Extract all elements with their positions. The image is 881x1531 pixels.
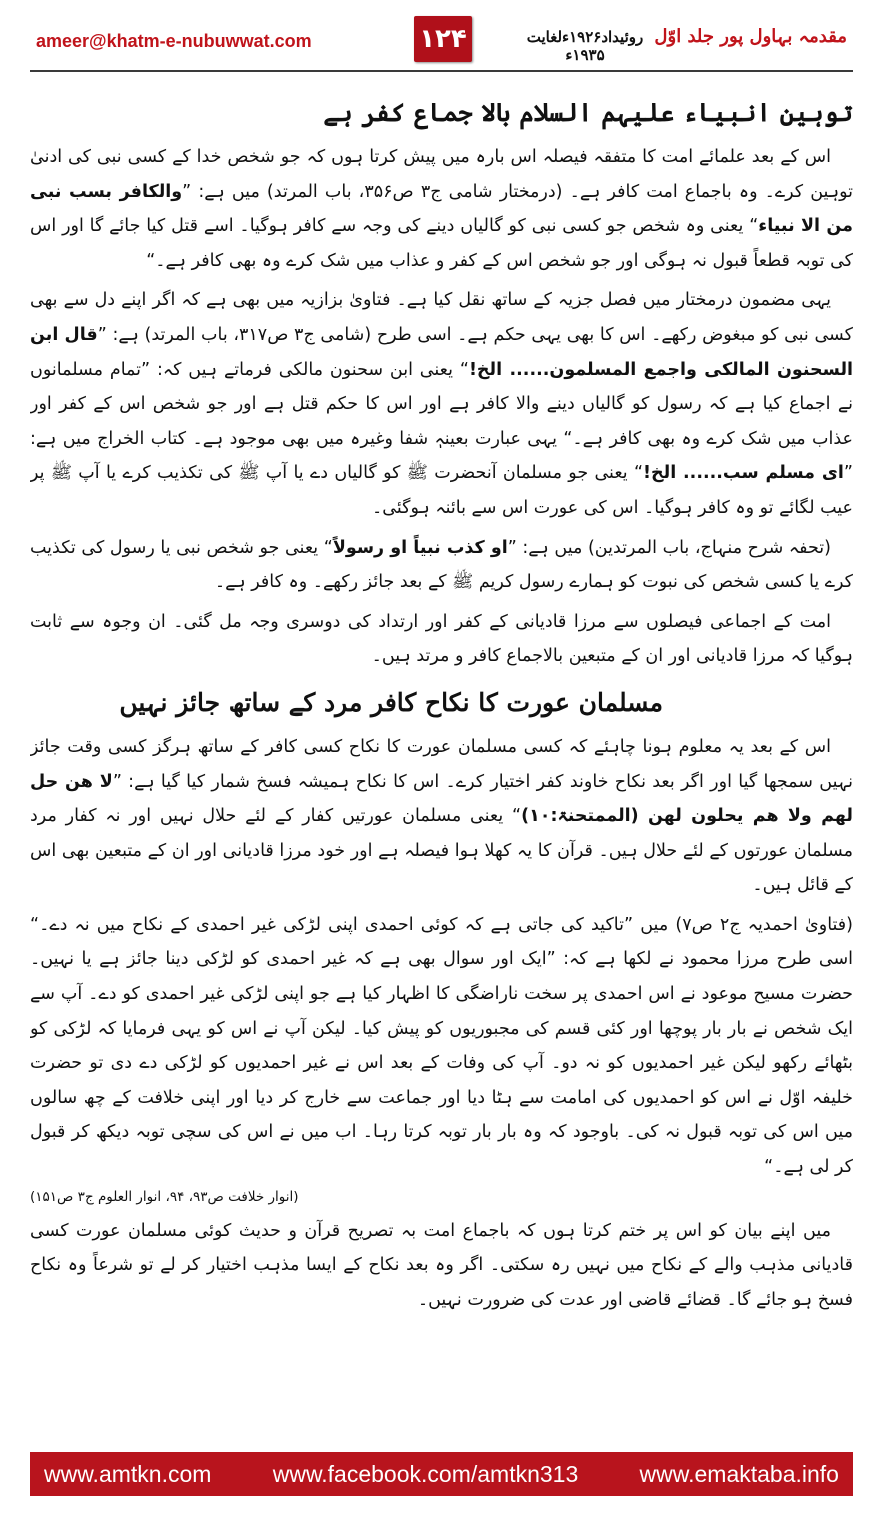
paragraph-text: یہی مضمون درمختار میں فصل جزیہ کے ساتھ نقل کیا ہے۔ فتاویٰ بزازیہ میں بھی ہے کہ اگر اپنے دل سے بھی کسی نبی کو مبغوض رکھے۔ اس کا بھی یہی حکم ہے۔ اسی طرح (شامی ج۳ ص۳۱۷، باب المرتد) ہے: ” bbox=[30, 290, 853, 345]
paragraph-text: اس کے بعد علمائے امت کا متفقہ فیصلہ اس بارہ میں پیش کرتا ہوں کہ جو شخص خدا کے کسی نبی کی ادنیٰ توہین کرے۔ وہ باجماع امت کافر ہے۔ (درمختار شامی ج۳ ص۳۵۶، باب المرتد) میں ہے: ” bbox=[30, 147, 853, 202]
paragraph bbox=[30, 531, 853, 600]
paragraph: امت کے اجماعی فیصلوں سے مرزا قادیانی کے کفر اور ارتداد کی دوسری وجہ مل گئی۔ ان وجوہ سے ثابت ہوگیا کہ مرزا قادیانی اور ان کے متبعین بالاجماع کافر و مرتد ہیں۔ bbox=[30, 611, 853, 667]
footer-link-emaktaba[interactable]: www.emaktaba.info bbox=[639, 1460, 839, 1487]
arabic-quote: والکافر بسب نبی من الا نبیاء bbox=[30, 181, 853, 237]
header-email-link[interactable]: ameer@khatm-e-nubuwwat.com bbox=[36, 31, 312, 51]
paragraph-text: (تحفہ شرح منہاج، باب المرتدین) میں ہے: ” bbox=[507, 537, 831, 558]
paragraph-text: “ یعنی مسلمان عورتیں کفار کے لئے حلال نہیں اور نہ کفار مرد مسلمان عورتوں کے لئے حلال ہیں۔ قرآن کا یہ کھلا ہوا فیصلہ ہے اور خود مرزا قادیانی اور ان کے متبعین بھی اس کے قائل ہیں۔ bbox=[30, 806, 853, 896]
header-book-title: مقدمہ بہاول پور جلد اوّل bbox=[654, 26, 847, 47]
paragraph: میں اپنے بیان کو اس پر ختم کرتا ہوں کہ باجماع امت بہ تصریح قرآن و حدیث کوئی مسلمان عورت کسی قادیانی مذہب والے کے نکاح میں نہیں رہ سکتی۔ اگر وہ بعد نکاح کے ایسا مذہب اختیار کر لے تو شرعاً وہ نکاح فسخ ہو جائے گا۔ قضائے قاضی اور عدت کی ضرورت نہیں۔ bbox=[30, 1220, 853, 1310]
footer-link-amtkn[interactable]: www.amtkn.com bbox=[44, 1460, 212, 1487]
section-heading-marriage: مسلمان عورت کا نکاح کافر مرد کے ساتھ جائز نہیں bbox=[119, 687, 663, 717]
paragraph bbox=[30, 730, 853, 903]
paragraph: (فتاویٰ احمدیہ ج۲ ص۷) میں ”تاکید کی جاتی ہے کہ کوئی احمدی اپنی لڑکی غیر احمدی کے نکاح میں نہ دے۔“ اسی طرح مرزا محمود نے لکھا ہے کہ: ”ایک اور سوال بھی ہے کہ غیر احمدی کو لڑکی دینا جائز ہے یا نہیں۔ حضرت مسیح موعود نے اس احمدی پر سخت ناراضگی کا اظہار کیا ہے جو اپنی لڑکی غیر احمدی کو دے۔ آپ سے ایک شخص نے بار بار پوچھا اور کئی قسم کی مجبوریوں کو پیش کیا۔ لیکن آپ نے اس کو یہی فرمایا کہ لڑکی کو بٹھائے رکھو لیکن غیر احمدیوں کو نہ دو۔ آپ کی وفات کے بعد اس نے غیر احمدیوں کو لڑکی دے دی تو حضرت خلیفہ اوّل نے اس کو احمدیوں کی امامت سے ہٹا دیا اور جماعت سے خارج کر دیا اور اپنی خلافت کے چھ سالوں میں اس کی توبہ قبول نہ کی۔ باوجود کہ وہ بار بار توبہ کرتا رہا۔ اب میں نے اس کی سچی توبہ دیکھ کر قبول کر لی ہے۔“ bbox=[30, 914, 853, 1178]
arabic-quote: او کذب نبیاً او رسولاً bbox=[332, 537, 508, 558]
paragraph-text: “ یعنی وہ شخص جو کسی نبی کو گالیاں دینے کی وجہ سے کافر ہوگیا۔ اسے قتل کیا جائے گا اور اس کی توبہ قطعاً قبول نہ ہوگی اور جو شخص اس کے کفر و عذاب میں شک کرے وہ بھی کافر ہے۔“ bbox=[30, 216, 853, 271]
paragraph bbox=[30, 140, 853, 278]
page-footer bbox=[30, 1452, 853, 1496]
page-header bbox=[30, 14, 853, 72]
paragraph-text: “ یعنی ابن سحنون مالکی فرماتے ہیں کہ: ”تمام مسلمانوں نے اجماع کیا ہے کہ رسول کو گالیاں دینے والا کافر ہے اور اس کا حکم قتل ہے اور جو شخص اس کے کفر اور عذاب میں شک کرے وہ بھی کافر ہے۔“ یہی عبارت بعینہٖ شفا وغیرہ میں بھی موجود ہے۔ کتاب الخراج میں ہے: ” bbox=[30, 359, 853, 484]
section-heading-insult-prophets: توہین انبیاء علیہم السلام بالا جماع کفر ہے bbox=[323, 98, 853, 127]
header-date-range: روئیداد۱۹۲۶ءلغایت ۱۹۳۵ء bbox=[526, 28, 644, 64]
arabic-quote: لا ھن حل لھم ولا ھم یحلون لھن (الممتحنۃ:۱۰) bbox=[30, 771, 853, 827]
footer-link-facebook[interactable]: www.facebook.com/amtkn313 bbox=[272, 1460, 579, 1487]
citation-text: (انوار خلافت ص۹۳، ۹۴، انوار العلوم ج۳ ص۱۵۱) bbox=[30, 1188, 299, 1205]
arabic-quote: قال ابن السحنون المالکی واجمع المسلمون...... الخ! bbox=[30, 324, 853, 380]
page-body bbox=[30, 84, 853, 1438]
paragraph-text: “ یعنی جو مسلمان آنحضرت ﷺ کو گالیاں دے یا آپ ﷺ کی تکذیب کرے یا آپ ﷺ پر عیب لگائے تو وہ کافر ہوگیا۔ اس کی عورت اس سے بائنہ ہوگئی۔ bbox=[30, 463, 853, 518]
paragraph bbox=[30, 283, 853, 525]
paragraph-text: “ یعنی جو شخص نبی یا رسول کی تکذیب کرے یا کسی شخص کی نبوت کو ہمارے رسول کریم ﷺ کے بعد جائز رکھے۔ وہ کافر ہے۔ bbox=[30, 537, 853, 593]
arabic-quote: ای مسلم سب...... الخ! bbox=[643, 463, 844, 484]
page-number-badge: ۱۲۴ bbox=[414, 16, 472, 62]
citation bbox=[30, 1186, 853, 1208]
paragraph-text: اس کے بعد یہ معلوم ہونا چاہئے کہ کسی مسلمان عورت کا نکاح کسی کافر کے ساتھ ہرگز کسی وقت جائز نہیں سمجھا گیا اور اگر بعد نکاح خاوند کفر اختیار کرے۔ اس کا نکاح ہمیشہ فسخ شمار کیا گیا ہے: ” bbox=[30, 736, 853, 792]
